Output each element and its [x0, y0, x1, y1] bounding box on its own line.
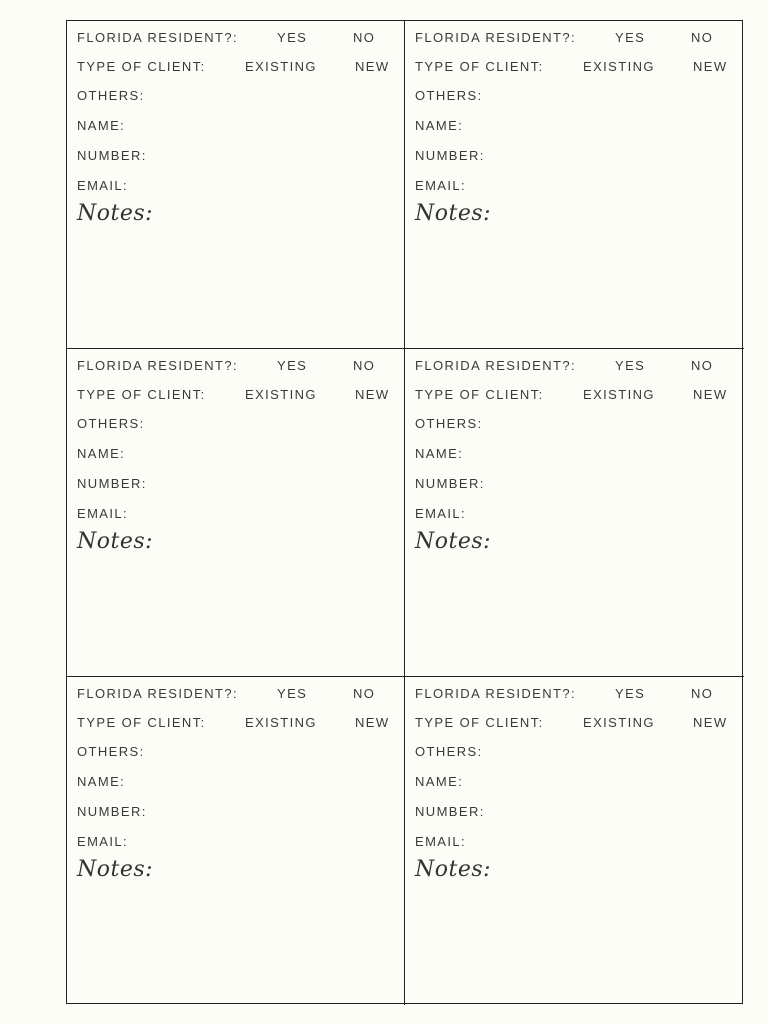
email-label: EMAIL: [415, 506, 467, 521]
email-label: EMAIL: [77, 178, 129, 193]
client-card [405, 349, 744, 677]
name-label: NAME: [77, 118, 126, 133]
florida-resident-label: FLORIDA RESIDENT?: [77, 358, 239, 373]
resident-no-option: NO [691, 358, 714, 373]
number-label: NUMBER: [77, 476, 147, 491]
resident-no-option: NO [353, 358, 376, 373]
notes-heading: Notes: [77, 857, 154, 882]
resident-yes-option: YES [277, 30, 308, 45]
client-type-label: TYPE OF CLIENT: [415, 715, 544, 730]
name-label: NAME: [77, 446, 126, 461]
number-label: NUMBER: [415, 476, 485, 491]
client-new-option: NEW [355, 387, 390, 402]
notes-heading: Notes: [415, 529, 492, 554]
florida-resident-label: FLORIDA RESIDENT?: [415, 30, 577, 45]
resident-no-option: NO [691, 30, 714, 45]
florida-resident-label: FLORIDA RESIDENT?: [415, 686, 577, 701]
resident-yes-option: YES [615, 30, 646, 45]
client-type-label: TYPE OF CLIENT: [77, 715, 206, 730]
client-card [67, 677, 405, 1005]
resident-yes-option: YES [615, 358, 646, 373]
resident-yes-option: YES [615, 686, 646, 701]
number-label: NUMBER: [415, 804, 485, 819]
resident-yes-option: YES [277, 358, 308, 373]
florida-resident-label: FLORIDA RESIDENT?: [77, 30, 239, 45]
client-existing-option: EXISTING [583, 59, 655, 74]
others-label: OTHERS: [415, 744, 483, 759]
others-label: OTHERS: [415, 416, 483, 431]
resident-no-option: NO [353, 686, 376, 701]
client-existing-option: EXISTING [245, 387, 317, 402]
name-label: NAME: [415, 446, 464, 461]
client-card [405, 677, 744, 1005]
client-new-option: NEW [693, 715, 728, 730]
florida-resident-label: FLORIDA RESIDENT?: [77, 686, 239, 701]
notes-heading: Notes: [415, 857, 492, 882]
client-new-option: NEW [693, 59, 728, 74]
name-label: NAME: [77, 774, 126, 789]
others-label: OTHERS: [77, 416, 145, 431]
email-label: EMAIL: [415, 178, 467, 193]
others-label: OTHERS: [77, 88, 145, 103]
client-card [405, 21, 744, 349]
client-type-label: TYPE OF CLIENT: [415, 59, 544, 74]
client-type-label: TYPE OF CLIENT: [77, 59, 206, 74]
notes-heading: Notes: [77, 201, 154, 226]
client-card [67, 21, 405, 349]
resident-no-option: NO [353, 30, 376, 45]
client-existing-option: EXISTING [245, 715, 317, 730]
resident-no-option: NO [691, 686, 714, 701]
number-label: NUMBER: [77, 804, 147, 819]
name-label: NAME: [415, 118, 464, 133]
others-label: OTHERS: [77, 744, 145, 759]
client-new-option: NEW [355, 59, 390, 74]
email-label: EMAIL: [77, 834, 129, 849]
notes-heading: Notes: [77, 529, 154, 554]
name-label: NAME: [415, 774, 464, 789]
number-label: NUMBER: [415, 148, 485, 163]
email-label: EMAIL: [77, 506, 129, 521]
client-new-option: NEW [693, 387, 728, 402]
resident-yes-option: YES [277, 686, 308, 701]
email-label: EMAIL: [415, 834, 467, 849]
client-type-label: TYPE OF CLIENT: [77, 387, 206, 402]
client-existing-option: EXISTING [245, 59, 317, 74]
client-intake-sheet [66, 20, 743, 1004]
others-label: OTHERS: [415, 88, 483, 103]
client-existing-option: EXISTING [583, 387, 655, 402]
florida-resident-label: FLORIDA RESIDENT?: [415, 358, 577, 373]
client-new-option: NEW [355, 715, 390, 730]
client-existing-option: EXISTING [583, 715, 655, 730]
notes-heading: Notes: [415, 201, 492, 226]
client-card [67, 349, 405, 677]
number-label: NUMBER: [77, 148, 147, 163]
client-type-label: TYPE OF CLIENT: [415, 387, 544, 402]
